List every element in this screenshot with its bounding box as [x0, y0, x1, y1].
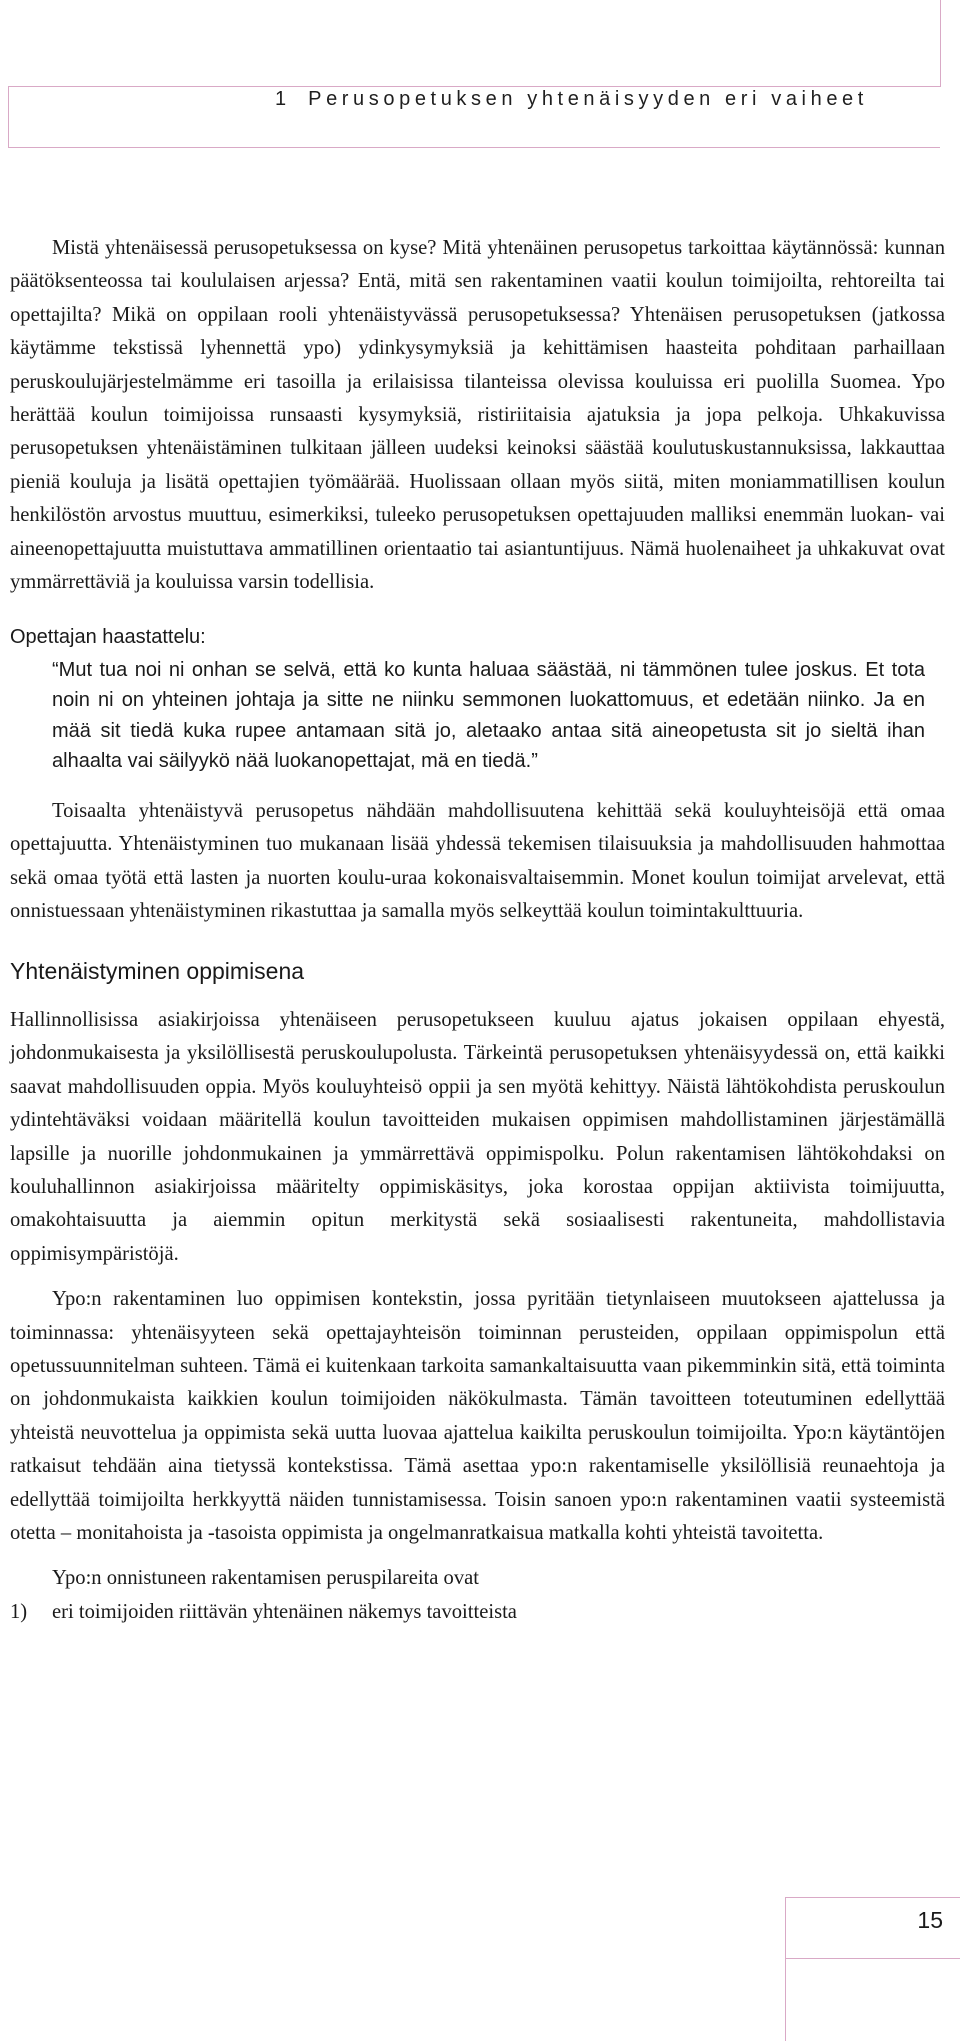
- list-intro: Ypo:n onnistuneen rakentamisen peruspilareita ovat: [52, 1567, 480, 1590]
- interview-quote: “Mut tua noi ni onhan se selvä, että ko kunta haluaa säästää, ni tämmönen tulee joskus. Et tota noin ni on yhteinen johtaja ja sitte ne niinku semmonen luokattomuus, et edetään niinko. Ja en mää sit tiedä kuka rupee antamaan sitä jo, aletaako antaa sitä aineopetusta sit jo sieltä ihan alhaalta vai säilyykö nää luokanopettajat, mä en tiedä.”: [52, 658, 925, 773]
- learning-paragraph: Hallinnollisissa asiakirjoissa yhtenäiseen perusopetukseen kuuluu ajatus jokaisen oppilaan ehyestä, johdonmukaisesta ja yksilöllisestä peruskoulupolusta. Tärkeintä perusopetuksen yhtenäisyydessä on, että kaikki saavat mahdollisuuden oppia. Myös kouluyhteisö oppii ja sen myötä kehittyy. Näistä lähtökohdista peruskoulun ydintehtäväksi voidaan määritellä koulun tavoitteiden mukaisen oppimisen mahdollistaminen järjestämällä lapsille ja nuorille johdonmukainen ja ymmärrettävä oppimispolku. Polun rakentamisen lähtökohdaksi on kouluhallinnon asiakirjoissa määritelty oppimiskäsitys, joka korostaa oppijan aktiivista toimijuutta, omakohtaisuutta ja aiemmin opitun merkitystä sekä sosiaalisesti rakentuneita, mahdollistavia oppimisympäristöjä.: [10, 1008, 945, 1265]
- running-head: [275, 88, 940, 111]
- page-body: [10, 232, 945, 1629]
- interview-label: Opettajan haastattelu:: [10, 626, 206, 649]
- intro-paragraph: Mistä yhtenäisessä perusopetuksessa on kyse? Mitä yhtenäinen perusopetus tarkoittaa käytännössä: kunnan päätöksenteossa tai koululaisen arjessa? Entä, mitä sen rakentaminen vaatii koulun toimijoilta, rehtoreilta tai opettajilta? Mikä on oppilaan rooli yhtenäistyvässä perusopetuksessa? Yhtenäisen perusopetuksen (jatkossa käytämme tekstissä lyhennettä ypo) ydinkysymyksiä ja kehittämisen haasteita pohditaan parhaillaan peruskoulujärjestelmämme eri tasoilla ja erilaisissa tilanteissa olevissa kouluissa eri puolilla Suomea. Ypo herättää koulun toimijoissa runsaasti kysymyksiä, ristiriitaisia ajatuksia ja jopa pelkoja. Uhkakuvissa perusopetuksen yhtenäistäminen tulkitaan jälleen uudeksi keinoksi säästää koulutuskustannuksissa, lakkauttaa pieniä kouluja ja lisätä opettajien työmäärää. Huolissaan ollaan myös siitä, miten moniammatillisen koulun henkilöstön arvostus muuttuu, esimerkiksi, tuleeko perusopetuksen opettajuuden malliksi enemmän luokan- vai aineenopettajuutta muistuttava ammatillinen orientaatio tai asiantuntijuus. Nämä huolenaiheet ja uhkakuvat ovat ymmärrettäviä ja kouluissa varsin todellisia.: [10, 237, 945, 594]
- footer-frame-vertical-line: [785, 1958, 786, 2041]
- section-heading: Yhtenäistyminen oppimisena: [10, 957, 305, 984]
- context-paragraph: Ypo:n rakentaminen luo oppimisen kontekstin, jossa pyritään tietynlaiseen muutokseen ajattelussa ja toiminnassa: yhtenäisyyteen sekä opettajayhteisön toiminnan perusteiden, oppilaan oppimispolun että opetussuunnitelman suhteen. Tämä ei kuitenkaan tarkoita samankaltaisuutta vaan pikemminkin sitä, että toiminta on johdonmukaista kaikkien koulun toimijoiden näkökulmasta. Tämän tavoitteen toteutuminen edellyttää yhteistä neuvottelua ja oppimista sekä uutta luovaa ajattelua kaikilta peruskoulun toimijoilta. Ypo:n käytäntöjen ratkaisut tehdään aina tietyssä kontekstissa. Tämä asettaa ypo:n rakentamiselle yksilöllisiä reunaehtoja ja edellyttää toimijoilta herkkyyttä näiden tunnistamisessa. Toisin sanoen ypo:n rakentaminen vaatii systeemistä otetta – monitahoista ja -tasoista oppimista ja ongelmanratkaisua matkalla kohti yhteistä tavoitetta.: [10, 1288, 945, 1544]
- chapter-number: 1: [275, 88, 287, 110]
- list-item: [10, 1596, 945, 1629]
- page-number: 15: [917, 1907, 943, 1933]
- header-frame-vertical-line: [940, 0, 941, 87]
- list-item-text: eri toimijoiden riittävän yhtenäinen näkemys tavoitteista: [52, 1600, 517, 1623]
- opportunity-paragraph: Toisaalta yhtenäistyvä perusopetus nähdään mahdollisuutena kehittää sekä kouluyhteisöjä että omaa opettajuutta. Yhtenäistyminen tuo mukanaan lisää yhdessä tekemisen tilaisuuksia ja mahdollisuuden hahmottaa sekä omaa työtä että lasten ja nuorten koulu-uraa kokonaisvaltaisemmin. Monet koulun toimijat arvelevat, että onnistuessaan yhtenäistyminen rikastuttaa ja samalla myös selkeyttää koulun toimintakulttuuria.: [10, 799, 945, 923]
- chapter-title: Perusopetuksen yhtenäisyyden eri vaiheet: [308, 88, 868, 110]
- list-item-marker: 1): [10, 1600, 28, 1623]
